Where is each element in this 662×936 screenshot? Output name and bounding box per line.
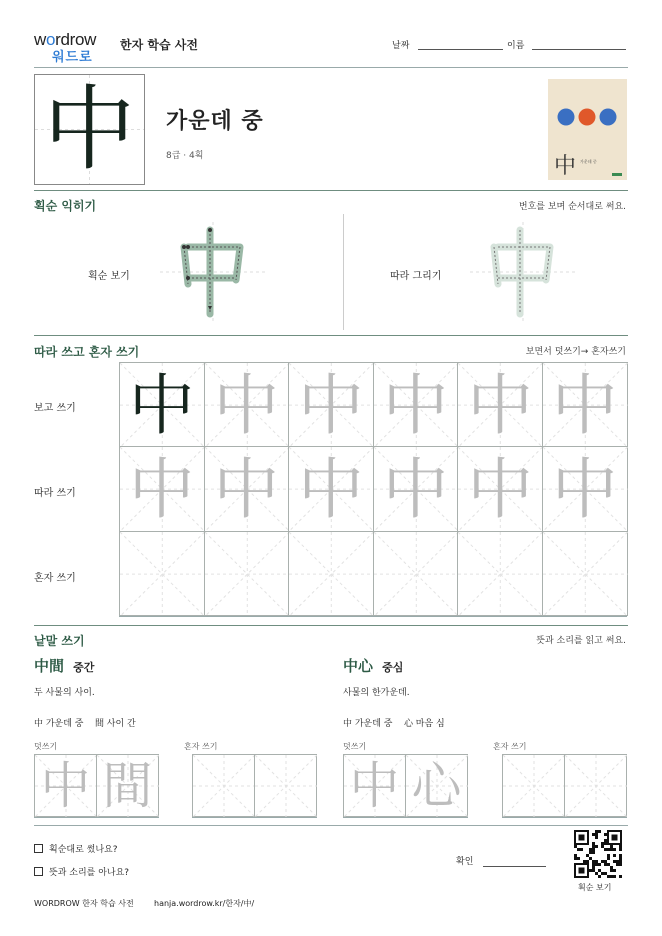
- divider: [343, 214, 344, 330]
- word-self-boxes[interactable]: [502, 754, 627, 818]
- practice-character: 中: [128, 367, 195, 444]
- self-write-label: 혼자 쓰기: [493, 742, 527, 751]
- self-write-label: 혼자 쓰기: [184, 742, 218, 751]
- practice-cell[interactable]: [288, 446, 374, 531]
- practice-character: 中: [382, 451, 449, 529]
- divider: [34, 625, 628, 626]
- practice-cell[interactable]: [288, 531, 374, 616]
- practice-cell[interactable]: [204, 531, 290, 616]
- hero-character: 中: [43, 76, 136, 183]
- practice-character: 中: [128, 451, 195, 529]
- practice-cell[interactable]: [373, 446, 459, 531]
- word-cell[interactable]: [192, 754, 255, 817]
- word-cell[interactable]: [405, 754, 468, 817]
- practice-character: 中: [213, 367, 280, 444]
- name-field[interactable]: [532, 49, 626, 50]
- confirm-field[interactable]: [483, 866, 546, 867]
- practice-character: 中: [382, 367, 449, 444]
- word-hanja: 中心: [343, 657, 374, 675]
- practice-cell[interactable]: [373, 362, 459, 447]
- checklist-item[interactable]: 획순대로 썼나요?: [34, 842, 118, 855]
- practice-cell[interactable]: [457, 446, 543, 531]
- practice-grid[interactable]: [119, 362, 627, 617]
- hero-meta: 8급 · 4획: [166, 151, 204, 161]
- divider: [34, 825, 628, 826]
- practice-cell[interactable]: [204, 362, 290, 447]
- practice-cell[interactable]: [542, 531, 628, 616]
- date-label: 날짜: [392, 41, 410, 51]
- word-cell[interactable]: [564, 754, 627, 817]
- book-cover-image: [548, 79, 627, 180]
- practice-cell[interactable]: [119, 362, 205, 447]
- row-label-see: 보고 쓰기: [34, 403, 76, 414]
- stroke-order-diagram: [160, 222, 266, 322]
- trace-label: 덧쓰기: [343, 742, 367, 751]
- footer-brand: WORDROW 한자 학습 사전: [34, 899, 134, 908]
- qr-code-icon[interactable]: [574, 830, 622, 878]
- practice-character: 中: [467, 367, 534, 444]
- date-field[interactable]: [418, 49, 503, 50]
- app-title: 한자 학습 사전: [120, 38, 198, 52]
- section-note: 번호를 보며 순서대로 써요.: [518, 202, 626, 212]
- divider: [34, 67, 628, 68]
- section-title-stroke-order: 획순 익히기: [34, 199, 97, 213]
- practice-cell[interactable]: [542, 362, 628, 447]
- practice-cell[interactable]: [457, 531, 543, 616]
- checklist-item[interactable]: 뜻과 소리를 아나요?: [34, 865, 129, 878]
- word-hanja: 中間: [34, 657, 65, 675]
- word-breakdown: 中 가운데 중 間 사이 간: [34, 719, 136, 729]
- qr-label: 획순 보기: [578, 883, 612, 892]
- practice-character: 中: [297, 367, 364, 444]
- practice-cell[interactable]: [542, 446, 628, 531]
- word-cell[interactable]: [343, 754, 406, 817]
- word-trace-character: 間: [102, 757, 153, 815]
- word-meaning: 사물의 한가운데.: [343, 688, 410, 698]
- word-heading: [343, 655, 403, 676]
- practice-character: 中: [297, 451, 364, 529]
- word-trace-character: 中: [40, 757, 91, 815]
- divider: [34, 190, 628, 191]
- practice-cell[interactable]: [288, 362, 374, 447]
- word-heading: [34, 655, 94, 676]
- section-title-practice: 따라 쓰고 혼자 쓰기: [34, 345, 140, 359]
- divider: [34, 335, 628, 336]
- checkbox[interactable]: [34, 867, 43, 876]
- footer-url: hanja.wordrow.kr/한자/中/: [154, 899, 255, 908]
- row-label-trace: 따라 쓰기: [34, 488, 76, 499]
- word-trace-character: 中: [349, 757, 400, 815]
- word-trace-character: 心: [411, 757, 462, 815]
- book-label: 가운데 중: [580, 159, 597, 164]
- confirm-label: 확인: [456, 857, 474, 867]
- stroke-view-label: 획순 보기: [88, 271, 130, 282]
- word-cell[interactable]: [96, 754, 159, 817]
- practice-cell[interactable]: [119, 446, 205, 531]
- row-label-self: 혼자 쓰기: [34, 573, 76, 584]
- word-breakdown: 中 가운데 중 心 마음 심: [343, 719, 445, 729]
- book-character: 中: [554, 154, 577, 179]
- logo: wordrow: [34, 30, 97, 49]
- word-reading: 중심: [382, 661, 404, 674]
- practice-cell[interactable]: [457, 362, 543, 447]
- section-note: 뜻과 소리를 읽고 써요.: [536, 636, 626, 646]
- word-meaning: 두 사물의 사이.: [34, 688, 95, 698]
- practice-cell[interactable]: [373, 531, 459, 616]
- word-trace-boxes[interactable]: [34, 754, 159, 818]
- practice-cell[interactable]: [204, 446, 290, 531]
- logo-subtitle: 워드로: [52, 50, 93, 65]
- section-title-words: 낱말 쓰기: [34, 634, 85, 648]
- stroke-trace-diagram[interactable]: [470, 222, 576, 322]
- hero-title: 가운데 중: [166, 109, 264, 134]
- section-note: 보면서 덧쓰기→ 혼자쓰기: [525, 347, 626, 357]
- word-self-boxes[interactable]: [192, 754, 317, 818]
- practice-character: 中: [213, 451, 280, 529]
- stroke-trace-label: 따라 그리기: [390, 271, 442, 282]
- practice-character: 中: [551, 367, 618, 444]
- word-cell[interactable]: [502, 754, 565, 817]
- word-reading: 중간: [73, 661, 95, 674]
- trace-label: 덧쓰기: [34, 742, 58, 751]
- checkbox[interactable]: [34, 844, 43, 853]
- practice-cell[interactable]: [119, 531, 205, 616]
- word-cell[interactable]: [254, 754, 317, 817]
- word-trace-boxes[interactable]: [343, 754, 468, 818]
- word-cell[interactable]: [34, 754, 97, 817]
- name-label: 이름: [507, 41, 525, 51]
- practice-character: 中: [551, 451, 618, 529]
- practice-character: 中: [467, 451, 534, 529]
